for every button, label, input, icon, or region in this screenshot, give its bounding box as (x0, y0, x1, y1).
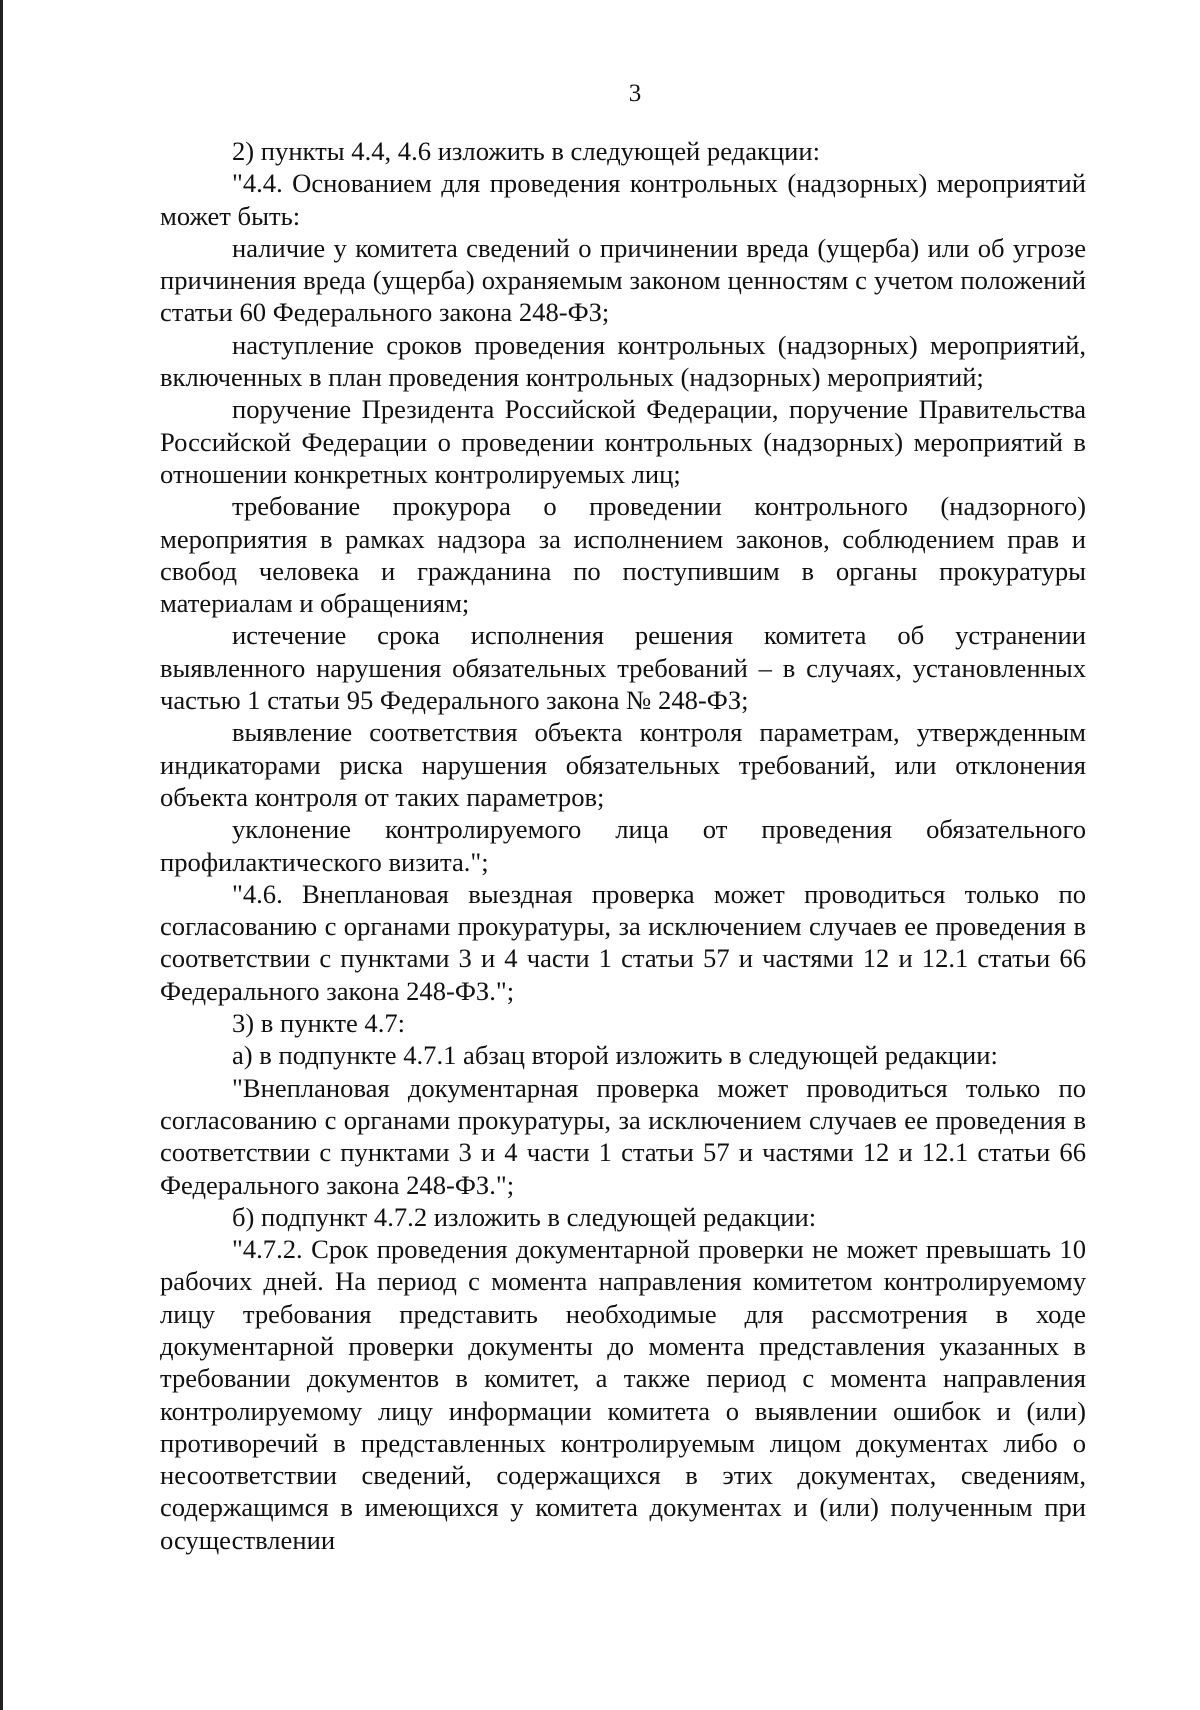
paragraph: требование прокурора о проведении контрольного (надзорного) мероприятия в рамках надзора за исполнением законов, соблюдением прав и свобод человека и гражданина по поступившим в органы прокуратуры материалам и обращениям; (160, 491, 1086, 619)
paragraph: наступление сроков проведения контрольных (надзорных) мероприятий, включенных в план проведения контрольных (надзорных) мероприятий; (160, 329, 1086, 393)
paragraph: поручение Президента Российской Федерации, поручение Правительства Российской Федерации о проведении контрольных (надзорных) мероприятий в отношении конкретных контролируемых лиц; (160, 394, 1086, 489)
paragraph: 2) пункты 4.4, 4.6 изложить в следующей редакции: (232, 136, 821, 166)
paragraph: "4.7.2. Срок проведения документарной проверки не может превышать 10 рабочих дней. На период с момента направления комитетом контролируемому лицу требования представить необходимые для рассмотрения в ходе документарной проверки документы до момента представления указанных в требовании документов в комитет, а также период с момента направления контролируемому лицу информации комитета о выявлении ошибок и (или) противоречий в представленных контролируемым лицом документах либо о несоответствии сведений, содержащихся в этих документах, сведениям, содержащимся в имеющихся у комитета документах и (или) полученным при осуществлении (160, 1234, 1086, 1555)
paragraph: наличие у комитета сведений о причинении вреда (ущерба) или об угрозе причинения вреда (ущерба) охраняемым законом ценностям с учетом положений статьи 60 Федерального закона 248-ФЗ; (160, 232, 1086, 328)
paragraph: "4.6. Внеплановая выездная проверка может проводиться только по согласованию с органами прокуратуры, за исключением случаев ее проведения в соответствии с пунктами 3 и 4 части 1 статьи 57 и частями 12 и 12.1 статьи 66 Федерального закона 248-ФЗ."; (160, 878, 1086, 1006)
scan-edge-line (0, 0, 3, 1710)
document-body (160, 135, 1086, 1556)
paragraph: истечение срока исполнения решения комитета об устранении выявленного нарушения обязательных требований – в случаях, установленных частью 1 статьи 95 Федерального закона № 248-ФЗ; (160, 620, 1086, 716)
paragraph: а) в подпункте 4.7.1 абзац второй изложить в следующей редакции: (232, 1040, 998, 1071)
paragraph: б) подпункт 4.7.2 изложить в следующей редакции: (232, 1201, 817, 1232)
paragraph: 3) в пункте 4.7: (232, 1008, 406, 1039)
paragraph: "Внеплановая документарная проверка может проводиться только по согласованию с органами прокуратуры, за исключением случаев ее проведения в соответствии с пунктами 3 и 4 части 1 статьи 57 и частями 12 и 12.1 статьи 66 Федерального закона 248-ФЗ."; (160, 1072, 1086, 1200)
paragraph: уклонение контролируемого лица от проведения обязательного профилактического визита."; (160, 814, 1086, 877)
paragraph: выявление соответствия объекта контроля параметрам, утвержденным индикаторами риска нарушения обязательных требований, или отклонения объекта контроля от таких параметров; (160, 717, 1086, 812)
paragraph: "4.4. Основанием для проведения контрольных (надзорных) мероприятий может быть: (160, 168, 1086, 231)
page-number: 3 (628, 80, 642, 107)
